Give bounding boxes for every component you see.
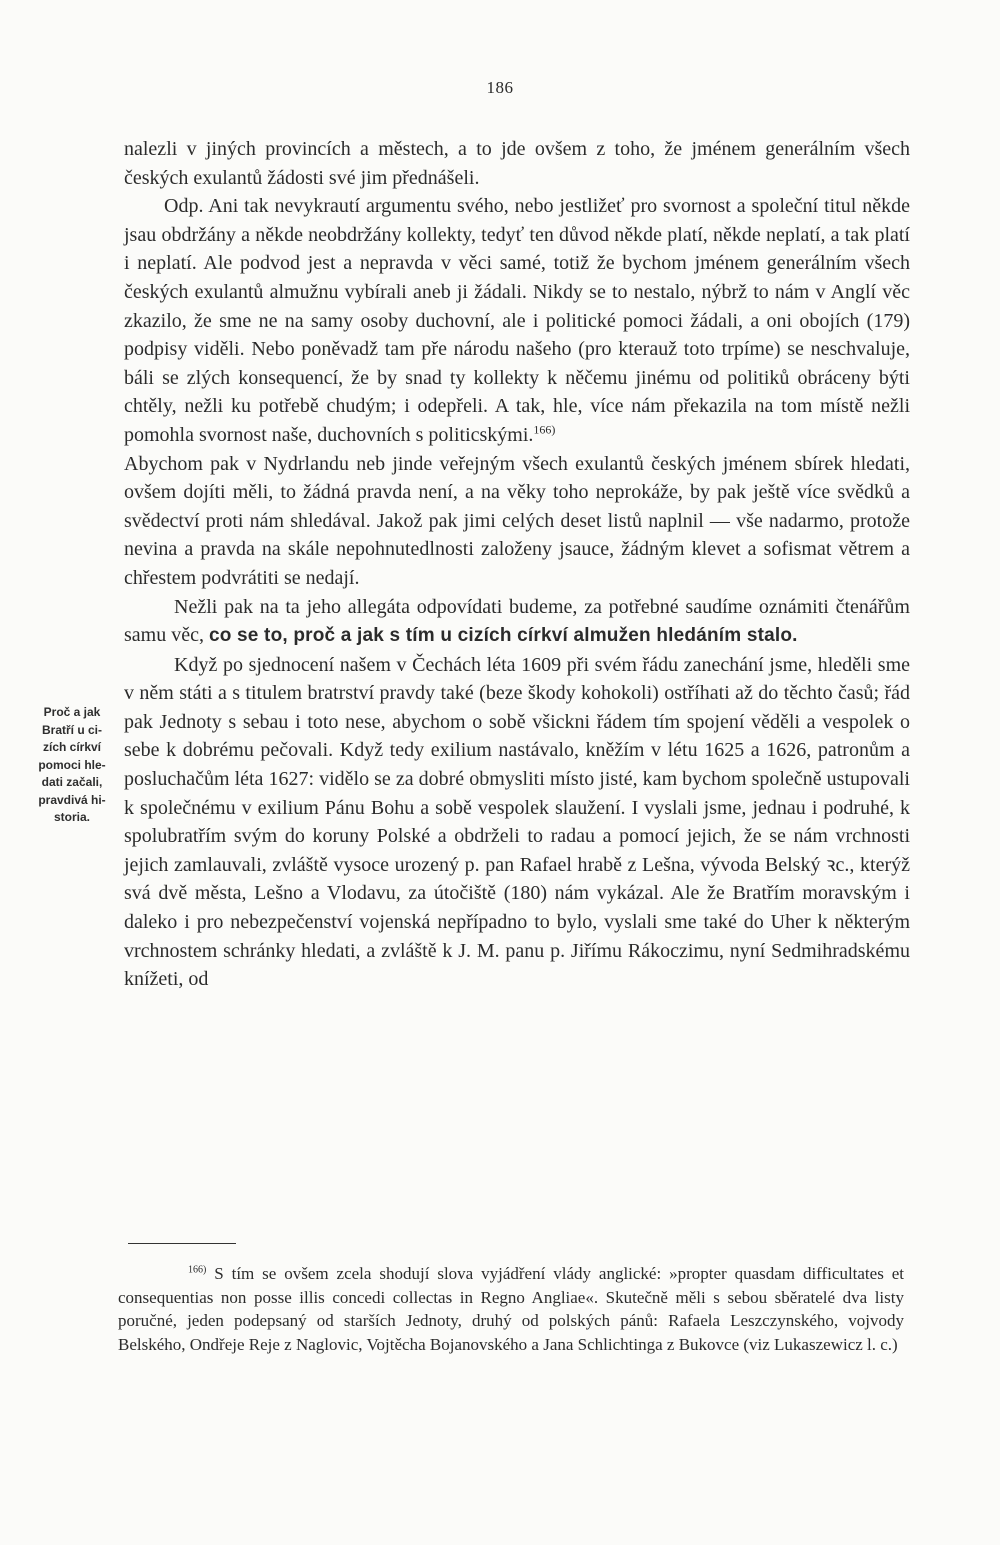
margin-note-line: storia. bbox=[53, 810, 90, 824]
margin-note-line: dati začali, bbox=[41, 775, 103, 789]
margin-note bbox=[20, 704, 124, 827]
margin-note-line: pravdivá hi- bbox=[38, 792, 106, 807]
margin-note-line: Bratří u ci- bbox=[41, 722, 102, 737]
margin-note-line: pomoci hle- bbox=[38, 757, 106, 772]
paragraph-2-text: Odp. Ani tak nevykrautí argumentu svého, nebo jestližeť pro svornost a společní titul někde jsau obdržány a někde neobdržány kollekty, tedyť ten důvod někde platí, někde neplatí, a tak platí i neplatí. Ale podvod jest a nepravda v věci samé, totiž že bychom jménem generálním všech českých exulantů almužnu vybírali aneb ji žádali. Nikdy se to nestalo, nýbrž to nám v Anglí věc zkazilo, že sme ne na samy osoby duchovní, ale i politické pomoci žádali, a oni obojích (179) podpisy viděli. Nebo poněvadž tam pře národu našeho (pro kterauž toto trpíme) se neschvaluje, báli se zlých konsequencí, že by snad ty kollekty k něčemu jinému od politiků obráceny býti chtěly, nežli ku potřebě chudým; i odepřeli. A tak, hle, více nám překazila na tom místě nežli pomohla svornost naše, duchovních s politicskými. bbox=[124, 195, 910, 446]
footnote-text: S tím se ovšem zcela shodují slova vyjádření vlády anglické: »propter quasdam difficultates et consequentias non posse illis concedi collectas in Regno Angliae«. Skutečně měli s sebou sběratelé dva listy poručné, jeden podepsaný od starších Jednoty, druhý od polských pánů: Rafaela Leszczynského, vojvody Belského, Ondřeje Reje z Naglovic, Vojtěcha Bojanovského a Jana Schlichtinga z Bukovce (viz Lukaszewicz l. c.) bbox=[118, 1264, 904, 1354]
paragraph-3: Abychom pak v Nydrlandu neb jinde veřejným všech exulantů českých jménem sbírek hledati, ovšem dojíti měli, to žádná pravda není, a na věky toho neprokáže, by pak ještě více svědků a svědectví proti nám shledával. Jakož pak jimi celých deset listů naplnil — vše nadarmo, protože nevina a pravda na skále nepohnutedlnosti založeny jsauce, žádným klevet a sofismat větrem a chřestem podvrátiti se nedají. bbox=[124, 452, 910, 589]
paragraph-4-plain: Nežli pak na ta jeho allegáta odpovídati budeme, za potřebné saudíme oznámiti čtenářům samu věc, bbox=[124, 595, 910, 647]
footnote-number: 166) bbox=[188, 1264, 207, 1276]
margin-note-line: zích církví bbox=[42, 740, 102, 754]
paragraph-1: nalezli v jiných provincích a městech, a to jde ovšem z toho, že jménem generálním všech českých exulantů žádosti své jim přednášeli. bbox=[124, 138, 910, 189]
paragraph-4 bbox=[124, 593, 910, 651]
paragraph-4-emphasis: co se to, proč a jak s tím u cizích církví almužen hledáním stalo. bbox=[208, 625, 798, 647]
body-text bbox=[124, 135, 910, 994]
footnote-paragraph bbox=[118, 1262, 904, 1356]
paragraph-5: Když po sjednocení našem v Čechách léta 1609 při svém řádu zanechání jsme, hleděli sme v něm státi a s titulem bratrství pravdy také (beze škody kohokoli) ostříhati až do těchto časů; řád pak Jednoty s sebau i toto nese, abychom o sobě všickni řádem tím spojení věděli a vespolek o sebe k dobrému pečovali. Když tedy exilium nastávalo, kněžím v létu 1625 a 1626, patronům a posluchačům léta 1627: vidělo se za dobré obmysliti místo jisté, kam bychom společně ustupovali k společnému v exilium Pánu Bohu a sobě vespolek slaužení. I vyslali jsme, jednau i podruhé, k spolubratřím svým do koruny Polské a obdrželi to radau a pomocí jejich, že se nám vrchnosti jejich zamlauvali, zvláště vysoce urozený p. pan Rafael hrabě z Lešna, vývoda Belský ꝛc., kterýž svá dvě města, Lešno a Vlodavu, za útočiště (180) nám vykázal. Ale že Bratřím moravským i daleko i pro nebezpečenství vojenská nepřípadno to bylo, vyslali sme také do Uher k některým vrchnostem schránky hledati, a zvláště k J. M. panu p. Jiřímu Rákoczimu, nyní Sedmihradskému knížeti, od bbox=[124, 653, 910, 991]
margin-note-line: Proč a jak bbox=[43, 705, 101, 719]
footnote-divider bbox=[128, 1243, 236, 1244]
paragraph-2 bbox=[124, 192, 910, 449]
footnote bbox=[118, 1262, 904, 1356]
page-number: 186 bbox=[486, 78, 514, 97]
footnote-ref: 166) bbox=[533, 422, 556, 437]
